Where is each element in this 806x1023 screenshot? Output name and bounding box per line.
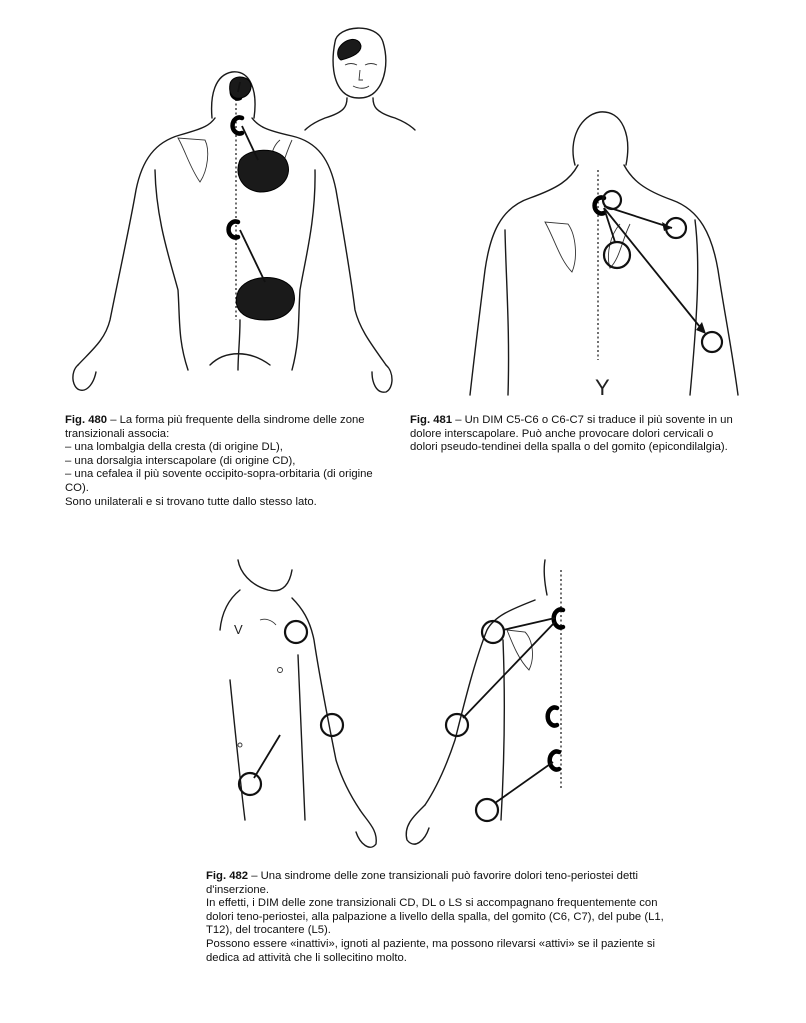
pubis-arrow bbox=[254, 735, 280, 778]
fig-480-line-2: – una lombalgia della cresta (di origine DL), bbox=[65, 441, 283, 454]
interscapular-arrow bbox=[604, 208, 615, 242]
front-head-drawing bbox=[305, 20, 415, 130]
dl-arrow bbox=[240, 230, 265, 282]
front-body-outline bbox=[220, 560, 376, 847]
occipital-pain-zone bbox=[230, 77, 251, 98]
navel-mark bbox=[238, 743, 242, 747]
lumbar-pain-zone bbox=[236, 277, 294, 320]
c-marker-ls bbox=[550, 752, 559, 770]
fig-480-label: Fig. 480 bbox=[65, 414, 108, 426]
back-body-outline-2 bbox=[406, 560, 547, 844]
fig-481-caption bbox=[410, 414, 738, 455]
elbow-pain-circle bbox=[702, 332, 722, 352]
fig-481-drawing bbox=[460, 110, 750, 405]
fig-481-text: – Un DIM C5-C6 o C6-C7 si traduce il più sovente in un dolore interscapolare. Può anche provocare dolori cervicali o dolori pseudo-tendinei della spalla o del gomito (epicondilalgia). bbox=[410, 414, 733, 454]
shoulder-front-circle bbox=[285, 621, 307, 643]
shoulder-back-arrow bbox=[503, 618, 555, 630]
interscapular-pain-zone bbox=[238, 150, 288, 192]
shoulder-arrow bbox=[604, 206, 672, 228]
interscapular-pain-circle bbox=[604, 242, 630, 268]
elbow-arrow bbox=[604, 208, 704, 332]
fig-482-line-3: Possono essere «inattivi», ignoti al paziente, ma possono rilevarsi «attivi» se il paziente si dedica ad attività che li sollecitino molto. bbox=[206, 937, 655, 964]
nipple-mark bbox=[278, 668, 283, 673]
elbow-front-circle bbox=[321, 714, 343, 736]
shoulder-back-circle bbox=[482, 621, 504, 643]
back-torso-drawing bbox=[395, 560, 575, 860]
fig-481-label: Fig. 481 bbox=[410, 414, 453, 426]
c-marker-dl bbox=[548, 708, 557, 726]
fig-480-caption bbox=[65, 414, 395, 509]
chest-v-letter: V bbox=[234, 622, 243, 637]
fig-482-caption bbox=[206, 870, 686, 965]
fig-480-illustration bbox=[60, 20, 400, 405]
elbow-back-arrow bbox=[463, 622, 555, 718]
fig-481-illustration bbox=[460, 110, 750, 405]
fig-482-label: Fig. 482 bbox=[206, 870, 249, 882]
neck-y-letter: Y bbox=[595, 375, 610, 400]
pubis-circle bbox=[239, 773, 261, 795]
fig-482-line-1: – Una sindrome delle zone transizionali può favorire dolori teno-periostei detti d'inserzione. bbox=[206, 870, 639, 896]
fig-482-illustration bbox=[210, 560, 610, 860]
front-torso-drawing bbox=[210, 560, 390, 860]
c-marker-cd bbox=[233, 117, 242, 133]
fig-480-line-5: Sono unilaterali e si trovano tutte dallo stesso lato. bbox=[65, 495, 317, 508]
supraorbital-pain-zone bbox=[338, 39, 361, 60]
fig-480-line-1: – La forma più frequente della sindrome delle zone transizionali associa: bbox=[65, 414, 365, 440]
fig-480-line-3: – una dorsalgia interscapolare (di origine CD), bbox=[65, 454, 296, 467]
fig-480-line-4: – una cefalea il più sovente occipito-sopra-orbitaria (di origine CO). bbox=[65, 468, 373, 494]
fig-482-line-2: In effetti, i DIM delle zone transizionali CD, DL o LS si accompagnano frequentemente con dolori teno-periostei, alla palpazione a livello della spalla, del gomito (C6, C7), del pube (L1, T12), del trocantere (L5). bbox=[206, 897, 664, 937]
